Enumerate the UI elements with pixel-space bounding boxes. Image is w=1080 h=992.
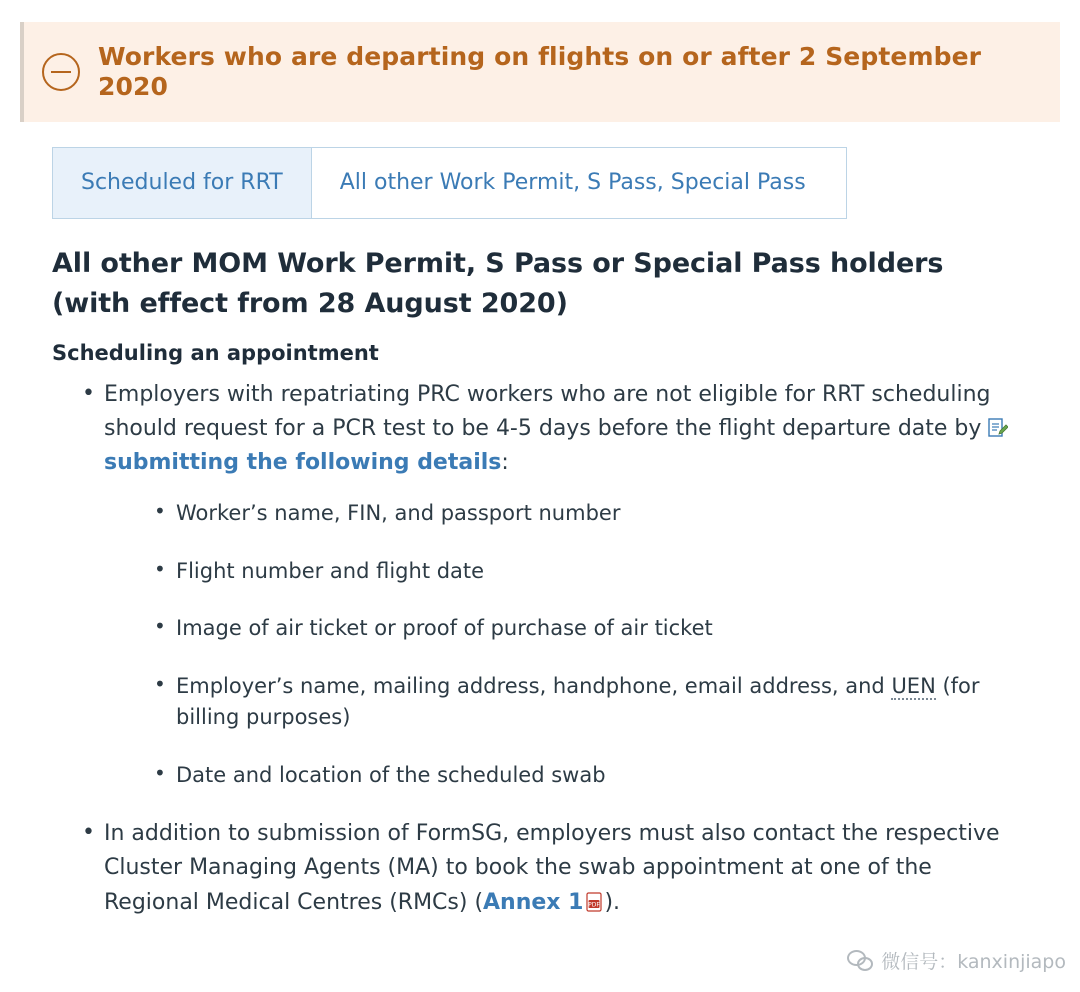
bullet-text-before: Employers with repatriating PRC workers who are not eligible for RRT scheduling should request for a PCR test to be 4-5 days before the flight departure date by [104,382,991,442]
list-item: • Date and location of the scheduled swab [154,760,1028,792]
tab-label: Scheduled for RRT [81,170,283,195]
minus-circle-icon[interactable] [42,53,80,91]
list-item: • Worker’s name, FIN, and passport number [154,498,1028,530]
pdf-icon [586,889,604,909]
accordion-header[interactable] [20,22,1060,122]
list-item: • Flight number and flight date [154,556,1028,588]
uen-abbreviation: UEN [891,673,936,698]
document-page [0,22,1080,992]
accordion-title: Workers who are departing on flights on or after 2 September 2020 [98,42,982,101]
tab-panel-content [52,244,1028,919]
list-item: • Image of air ticket or proof of purchase of air ticket [154,613,1028,645]
watermark-text: 微信号：kanxinjiapo [881,951,1066,973]
svg-text:PDF: PDF [588,901,601,909]
annex-1-link[interactable]: Annex 1 [483,889,584,915]
bullet-text-before: In addition to submission of FormSG, employers must also contact the respective Cluster Managing Agents (MA) to book the swab appointment at one of the Regional Medical Centres (RMCs) ( [104,821,1000,915]
sub-bullet-list [104,498,1028,791]
bullet-text-after: : [501,450,509,476]
tab-bar [52,146,1030,218]
list-item [82,817,1028,919]
tab-scheduled-for-rrt[interactable] [52,147,312,219]
bullet-text-after: ). [604,889,621,915]
section-subtitle: Scheduling an appointment [52,340,379,365]
tab-all-other-passes[interactable] [312,147,847,219]
tab-label: All other Work Permit, S Pass, Special Pass [339,170,806,195]
list-item [82,378,1028,791]
sub-item-text: Employer’s name, mailing address, handphone, email address, and UEN (for billing purposes) [176,673,980,730]
submitting-details-link[interactable]: submitting the following details [104,450,502,476]
page-title: All other MOM Work Permit, S Pass or Special Pass holders (with effect from 28 August 2020) [52,248,944,319]
form-document-icon [988,416,1008,438]
list-item [154,671,1028,734]
bullet-list [52,378,1028,920]
